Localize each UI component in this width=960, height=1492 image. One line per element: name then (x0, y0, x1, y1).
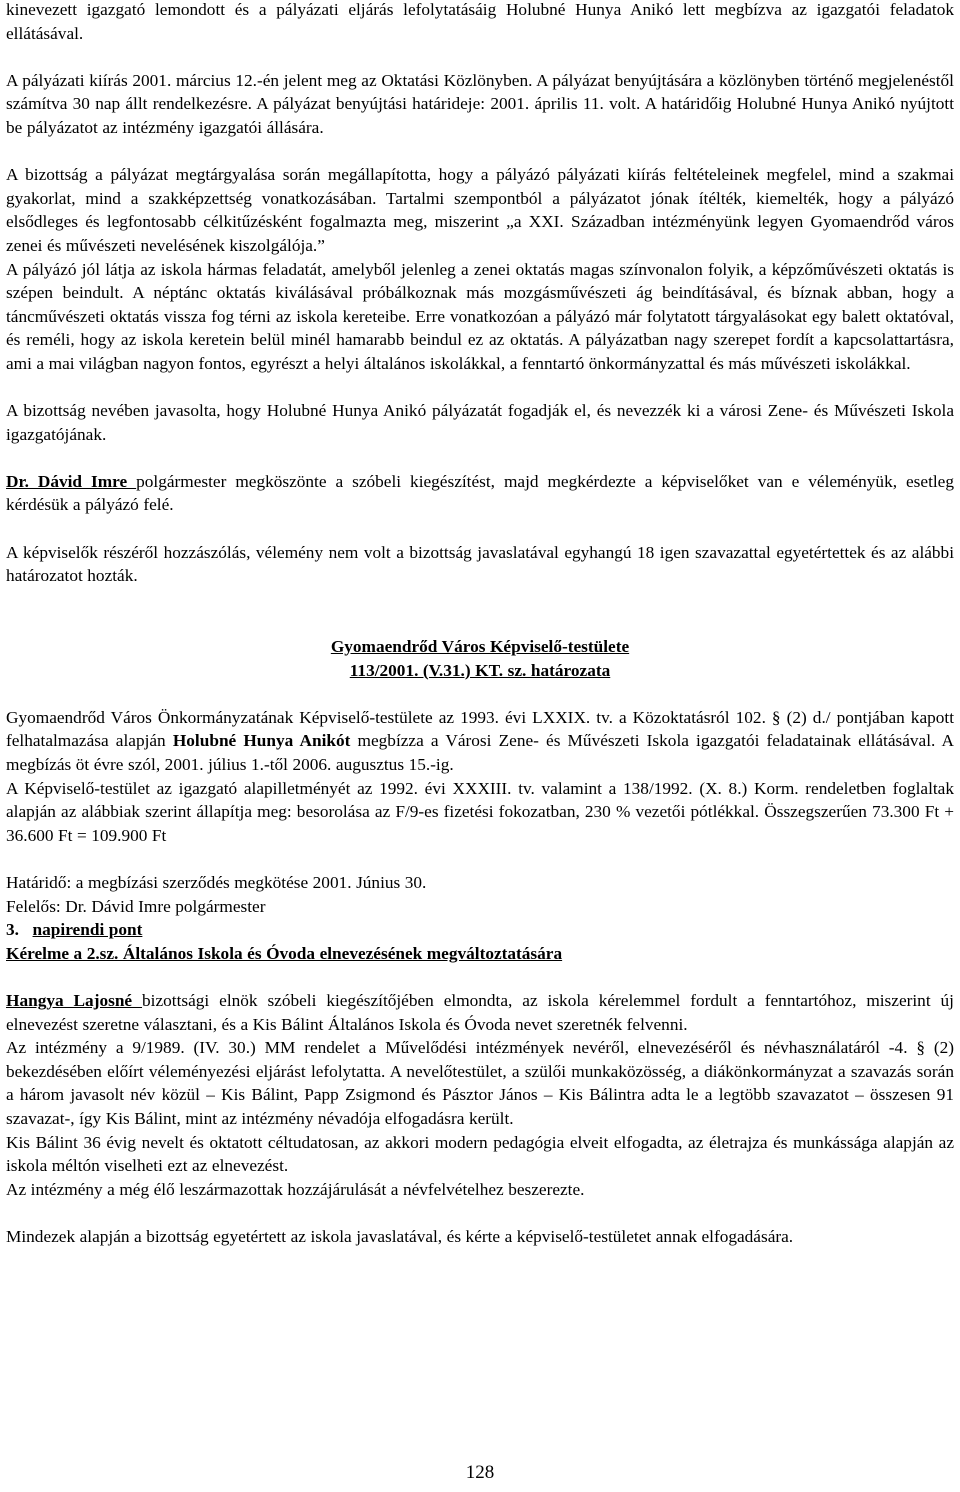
resolution-responsible: Felelős: Dr. Dávid Imre polgármester (6, 896, 266, 916)
paragraph-school-tasks: A pályázó jól látja az iskola hármas feladatát, amelyből jelenleg a zenei oktatás magas színvonalon folyik, a képzőművészeti oktatás is szépen beindult. A néptánc oktatás kiválásával próbálkoznak más mozgásművészeti ág beindításával, és bíznak abban, hogy a táncművészeti oktatás vissza fog térni az iskola kereteibe. Erre vonatkozóan a pályázó már folytatott tárgyalásokat egy balett oktatóval, és reméli, hogy az iskola keretein belül minél hamarabb beindul ez az oktatás. A pályázatban nagy szerepet fordít a kapcsolattartásra, ami a mai világban nagyon fontos, egyrészt a helyi általános iskolákkal, a fenntartó önkormányzattal és más művészeti iskolákkal. (6, 259, 954, 373)
paragraph-vote: A képviselők részéről hozzászólás, vélemény nem volt a bizottság javaslatával egyhangú 18 igen szavazattal egyetértettek és az alábbi határozatot hozták. (6, 542, 954, 586)
paragraph-naming-procedure: Az intézmény a 9/1989. (IV. 30.) MM rendelet a Művelődési intézmények nevéről, elnevezéséről és névhasználatáról -4. § (2) bekezdésében előírt véleményezési eljárást lefolytatta. A nevelőtestület, a szülői munkaközösség, a diákönkormányzat a szavazás során a három javasolt név közül – Kis Bálint, Papp Zsigmond és Pásztor János – Kis Bálintra adta le a legtöbb szavazatot – összesen 91 szavazat-, így Kis Bálint, mint az intézmény névadója elfogadásra került. (6, 1038, 954, 1128)
paragraph-committee-chair: Hangya Lajosné bizottsági elnök szóbeli kiegészítőjében elmondta, az iskola kérelemmel fordult a fenntartóhoz, miszerint új elnevezést szeretne választani, és a Kis Bálint Általános Iskola és Óvoda nevet szeretnék felvenni. (6, 990, 954, 1034)
resolution-number: 113/2001. (V.31.) KT. sz. határozata (349, 660, 611, 680)
paragraph-kis-balint: Kis Bálint 36 évig nevelt és oktatott céltudatosan, az akkori modern pedagógia elveit elfogadta, az életrajza és munkássága alapján az iskola méltón viselheti ezt az elnevezést. (6, 1132, 954, 1176)
paragraph-mayor: Dr. Dávid Imre polgármester megköszönte a szóbeli kiegészítést, majd megkérdezte a képviselőket van e véleményük, esetleg kérdésük a pályázó felé. (6, 471, 954, 515)
document-body (6, 0, 954, 1248)
paragraph-tender-announcement: A pályázati kiírás 2001. március 12.-én jelent meg az Oktatási Közlönyben. A pályázat benyújtására a közlönyben történő megjelenéstől számítva 30 nap állt rendelkezésre. A pályázat benyújtási határideje: 2001. április 11. volt. A határidőig Holubné Hunya Anikó nyújtott be pályázatot az intézmény igazgatói állására. (6, 70, 954, 137)
paragraph-committee-agreement: Mindezek alapján a bizottság egyetértett az iskola javaslatával, és kérte a képviselő-testületet annak elfogadására. (6, 1226, 794, 1246)
appointee-name: Holubné Hunya Anikót (172, 731, 351, 751)
speaker-name: Dr. Dávid Imre (6, 471, 137, 491)
paragraph-committee-findings: A bizottság a pályázat megtárgyalása során megállapította, hogy a pályázó pályázati kiírás feltételeinek megfelel, mind a szakmai gyakorlat, mind a szakképzettség vonatkozásában. Tartalmi szempontból a pályázatot jónak ítélték, kiemelték, hogy a pályázó elsődleges és legfontosabb célkitűzésként fogalmazta meg, miszerint „a XXI. Században intézményünk legyen Gyomaendrőd város zenei és művészeti nevelésének kiszolgálója.” (6, 165, 954, 255)
paragraph-committee-proposal: A bizottság nevében javasolta, hogy Holubné Hunya Anikó pályázatát fogadják el, és nevezzék ki a városi Zene- és Művészeti Iskola igazgatójának. (6, 401, 954, 444)
agenda-item-title: Kérelme a 2.sz. Általános Iskola és Óvoda elnevezésének megváltoztatására (6, 943, 563, 963)
resolution-body-title: Gyomaendrőd Város Képviselő-testülete (330, 637, 630, 657)
resolution-deadline: Határidő: a megbízási szerződés megkötése 2001. Június 30. (6, 872, 427, 892)
page-number: 128 (465, 1462, 495, 1483)
agenda-item-heading: 3. napirendi pont (6, 920, 143, 940)
paragraph-descendants-consent: Az intézmény a még élő leszármazottak hozzájárulását a névfelvételhez beszerezte. (6, 1179, 585, 1199)
resolution-text-salary: A Képviselő-testület az igazgató alapilletményét az 1992. évi XXXIII. tv. valamint a 138/1992. (X. 8.) Korm. rendeletben foglaltak alapján az alábbiak szerint állapítja meg: besorolása az F/9-es fizetési fokozatban, 230 % vezetői pótlékkal. Összegszerűen 73.300 Ft + 36.600 Ft = 109.900 Ft (6, 778, 954, 845)
paragraph-interim-director: kinevezett igazgató lemondott és a pályázati eljárás lefolytatásáig Holubné Hunya Anikó lett megbízva az igazgatói feladatok ellátásával. (6, 0, 954, 43)
speaker-name: Hangya Lajosné (6, 990, 143, 1010)
resolution-text-appointment: Gyomaendrőd Város Önkormányzatának Képviselő-testülete az 1993. évi LXXIX. tv. a Közoktatásról 102. § (2) d./ pontjában kapott felhatalmazása alapján Holubné Hunya Anikót megbízza a Városi Zene- és Művészeti Iskola igazgatói feladatainak ellátásával. A megbízás öt évre szól, 2001. július 1.-től 2006. augusztus 15.-ig. (6, 707, 955, 774)
